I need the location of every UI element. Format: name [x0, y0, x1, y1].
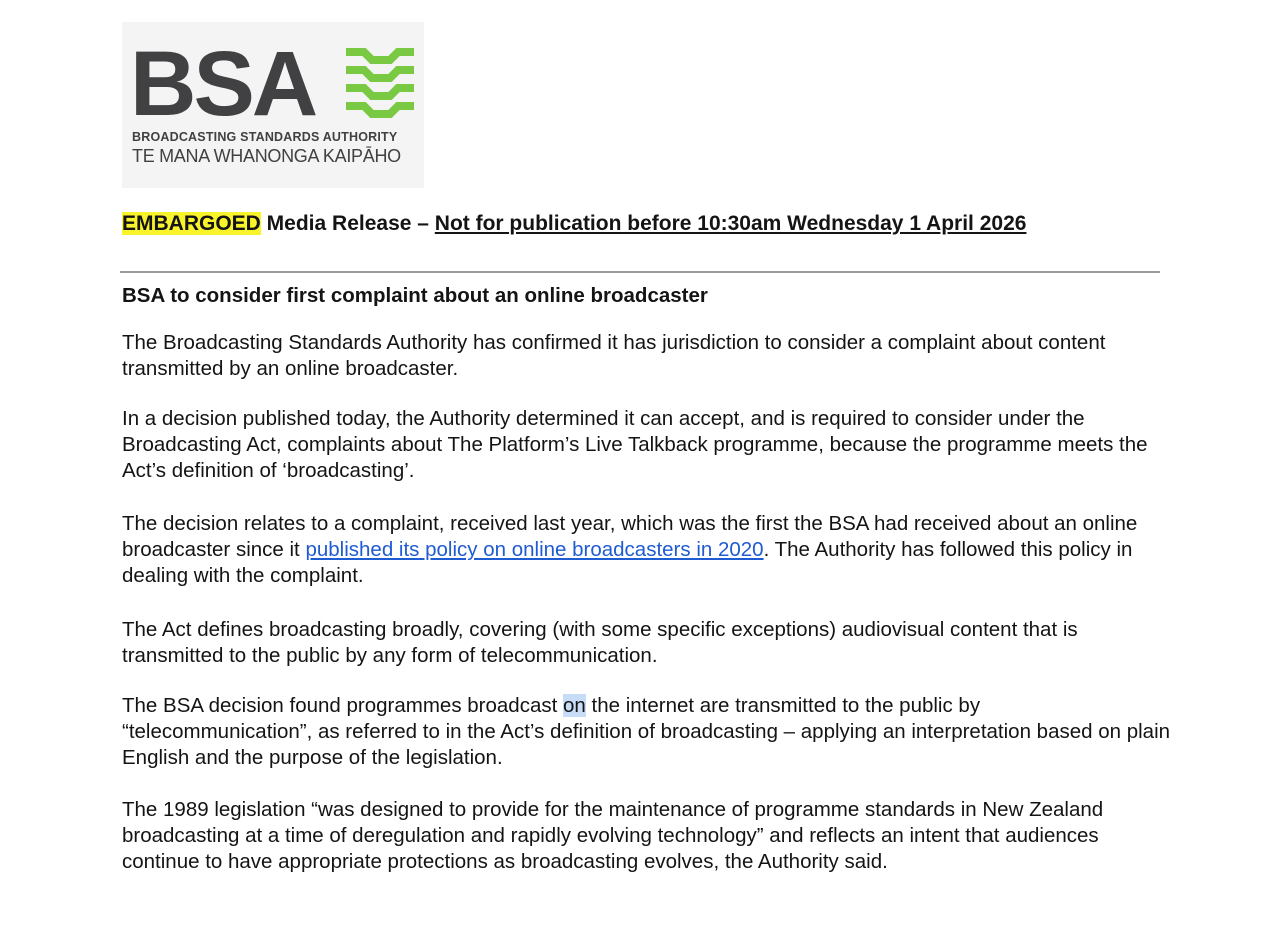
paragraph-4: The Act defines broadcasting broadly, covering (with some specific exceptions) audiovisual content that is transmitted to the public by any form of telecommunication.: [122, 618, 1078, 667]
paragraph-5-text-a: The BSA decision found programmes broadcast: [122, 694, 563, 717]
logo-name-maori: TE MANA WHANONGA KAIPĀHO: [132, 146, 401, 166]
paragraph-3: [122, 511, 1172, 589]
selected-text[interactable]: on: [563, 694, 586, 717]
embargo-label: EMBARGOED: [122, 212, 261, 235]
paragraph-3-text-b: . The Authority has followed this policy in dealing with the complaint.: [122, 538, 1133, 587]
logo-letters: BSA: [130, 33, 316, 135]
paragraph-6: The 1989 legislation “was designed to provide for the maintenance of programme standards in New Zealand broadcasting at a time of deregulation and rapidly evolving technology” and reflects an intent that audiences continue to have appropriate protections as broadcasting evolves, the Authority said.: [122, 798, 1104, 873]
media-release-label: Media Release –: [260, 212, 435, 235]
embargo-date: Not for publication before 10:30am Wednesday 1 April 2026: [434, 212, 1027, 235]
logo-zigzag-icon: [344, 46, 416, 124]
paragraph-5: [122, 693, 1172, 771]
bsa-logo: [122, 22, 424, 188]
paragraph-2: In a decision published today, the Authority determined it can accept, and is required to consider under the Broadcasting Act, complaints about The Platform’s Live Talkback programme, because the programme meets the Act’s definition of ‘broadcasting’.: [122, 407, 1148, 482]
embargo-line: [122, 212, 1026, 236]
policy-link[interactable]: published its policy on online broadcasters in 2020: [305, 538, 764, 561]
logo-name-english: BROADCASTING STANDARDS AUTHORITY: [132, 130, 398, 144]
headline: BSA to consider first complaint about an online broadcaster: [122, 284, 708, 307]
divider: [120, 271, 1160, 273]
paragraph-5-text-b: the internet are transmitted to the public by “telecommunication”, as referred to in the Act’s definition of broadcasting – applying an interpretation based on plain English and the purpose of the legislation.: [122, 694, 1171, 769]
paragraph-3-text-a: The decision relates to a complaint, received last year, which was the first the BSA had received about an online broadcaster since it: [122, 512, 1138, 561]
paragraph-1: The Broadcasting Standards Authority has confirmed it has jurisdiction to consider a complaint about content transmitted by an online broadcaster.: [122, 331, 1106, 380]
